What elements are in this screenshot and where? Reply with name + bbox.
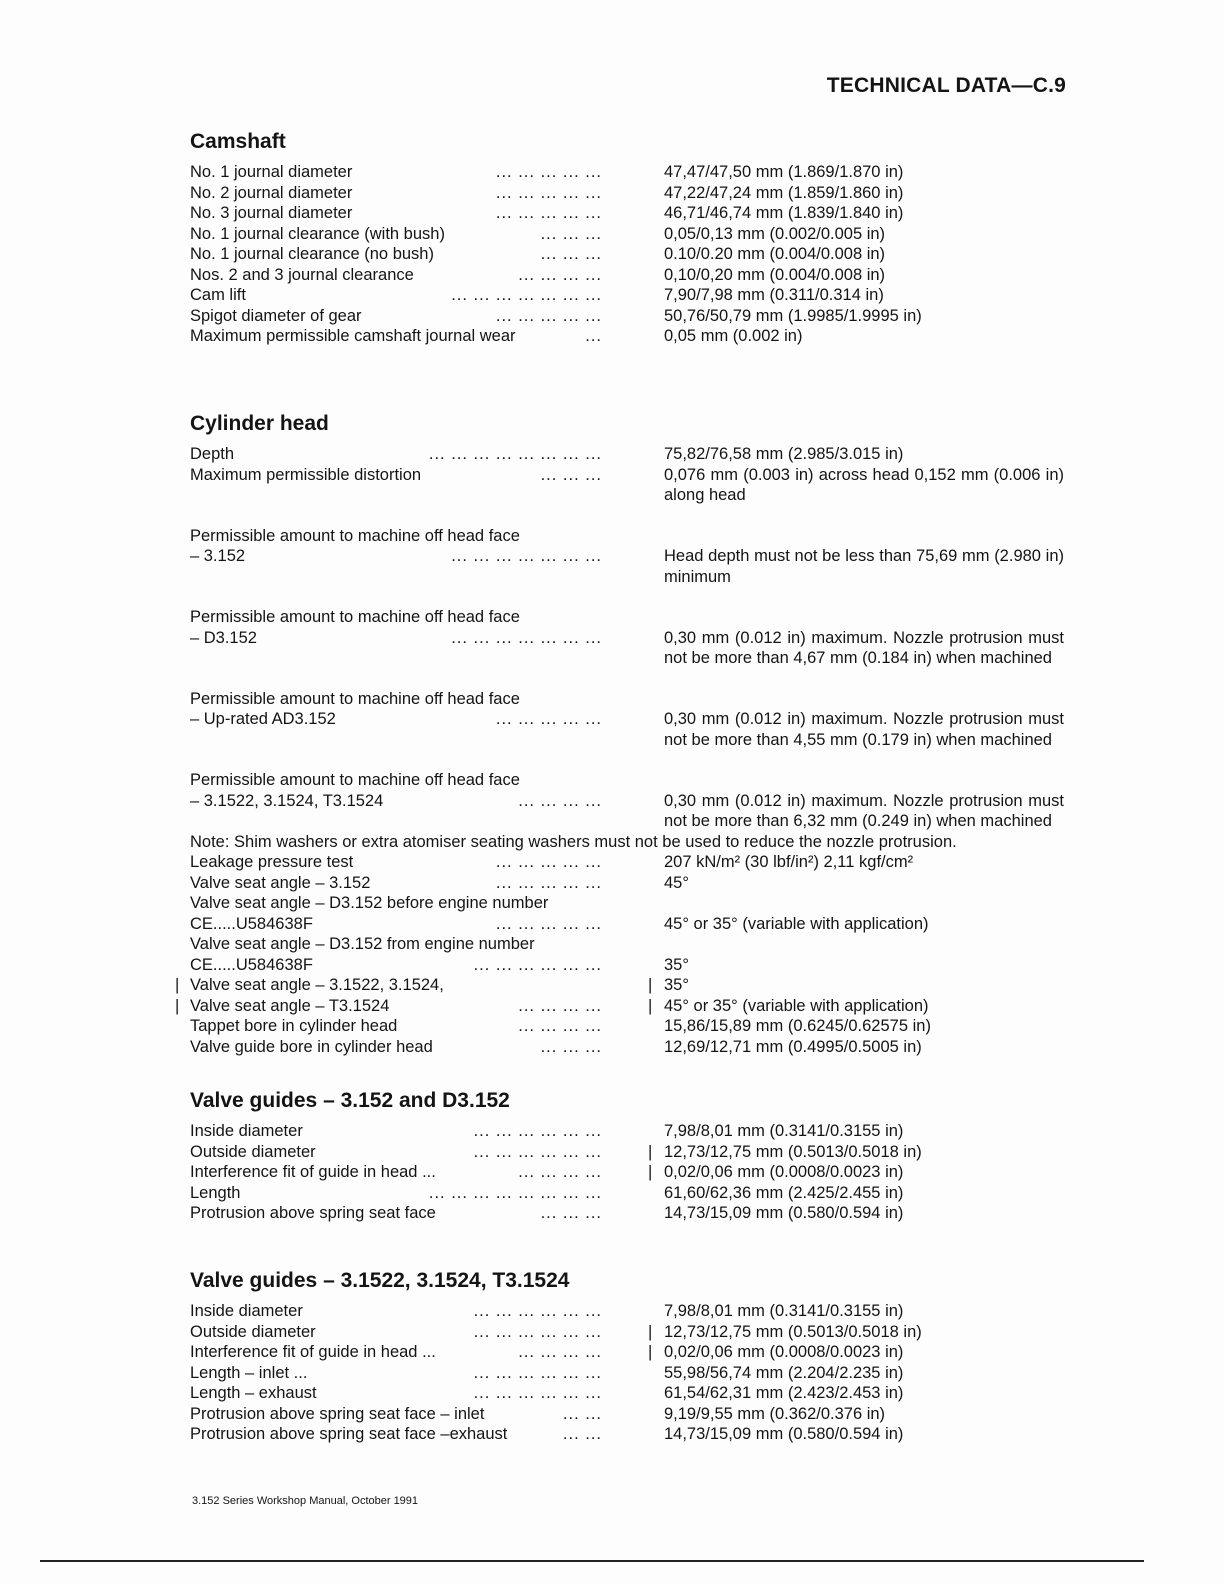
row-label: Valve seat angle – T3.1524: [190, 996, 390, 1015]
row-value: 0.10/0.20 mm (0.004/0.008 in): [664, 245, 886, 263]
table-row: [190, 162, 1070, 183]
note-text: Note: Shim washers or extra atomiser seating washers must not be used to reduce the nozzle protrusion.: [190, 832, 957, 851]
row-label: Outside diameter: [190, 1322, 316, 1341]
table-row: [190, 770, 1070, 791]
row-value: 35°: [664, 976, 689, 994]
row-label: – D3.152: [190, 628, 257, 647]
leader-dots: ... ... ... ... ...: [495, 163, 602, 181]
row-value: 45° or 35° (variable with application): [664, 914, 929, 933]
table-row: [190, 689, 1070, 710]
table-row: [190, 1162, 1070, 1183]
row-label: Maximum permissible distortion: [190, 465, 422, 484]
row-value: 0,10/0,20 mm (0.004/0.008 in): [664, 265, 886, 284]
change-bar: |: [175, 996, 180, 1015]
table-row: [190, 628, 1070, 669]
table-row: [190, 1142, 1070, 1163]
table-row: [190, 1383, 1070, 1404]
row-label: Cam lift: [190, 286, 246, 304]
table-row: [190, 326, 1070, 347]
row-value: 46,71/46,74 mm (1.839/1.840 in): [664, 204, 904, 222]
table-row: [190, 934, 1070, 955]
row-value: 45°: [664, 873, 689, 892]
row-label: Nos. 2 and 3 journal clearance: [190, 265, 414, 284]
leader-dots: ... ... ... ... ...: [495, 914, 602, 933]
row-value: 47,22/47,24 mm (1.859/1.860 in): [664, 183, 904, 202]
leader-dots: ... ... ... ... ... ...: [473, 955, 602, 974]
change-bar: |: [648, 996, 653, 1015]
leader-dots: ... ... ...: [540, 465, 602, 484]
section-title: Camshaft: [190, 130, 286, 153]
leader-dots: ... ... ... ... ... ... ... ...: [428, 1183, 602, 1202]
table-row: [190, 183, 1070, 204]
row-value: 14,73/15,09 mm (0.580/0.594 in): [664, 1204, 904, 1222]
table-row: [190, 244, 1070, 265]
leader-dots: ... ... ... ... ... ...: [473, 1122, 602, 1140]
row-label: – Up-rated AD3.152: [190, 710, 336, 728]
row-label: Maximum permissible camshaft journal wear: [190, 327, 516, 345]
row-value: 35°: [664, 955, 689, 974]
leader-dots: ... ... ... ...: [518, 791, 602, 810]
leader-dots: ... ... ... ... ... ...: [473, 1363, 602, 1382]
bottom-rule: [40, 1560, 1144, 1562]
row-label: Valve seat angle – 3.1522, 3.1524,: [190, 976, 444, 994]
leader-dots: ... ... ... ...: [518, 996, 602, 1015]
row-label: Protrusion above spring seat face –exhaust: [190, 1425, 508, 1443]
row-value: 0,30 mm (0.012 in) maximum. Nozzle protrusion must not be more than 6,32 mm (0.249 in) when machined: [664, 791, 1064, 830]
leader-dots: ... ... ... ...: [518, 1017, 602, 1035]
row-label: – 3.152: [190, 547, 246, 565]
leader-dots: ... ... ... ... ... ...: [473, 1142, 602, 1161]
table-row: [190, 1342, 1070, 1363]
leader-dots: ... ... ... ... ... ... ...: [451, 628, 602, 647]
table-row: [190, 1203, 1070, 1224]
table-row: [190, 465, 1070, 506]
leader-dots: ... ... ... ... ... ...: [473, 1384, 602, 1402]
row-value: 45° or 35° (variable with application): [664, 996, 929, 1015]
table-row: [190, 1121, 1070, 1142]
table-row: [190, 1016, 1070, 1037]
row-label: Tappet bore in cylinder head: [190, 1017, 398, 1035]
section-title: Valve guides – 3.152 and D3.152: [190, 1089, 510, 1112]
row-value: 0,05/0,13 mm (0.002/0.005 in): [664, 224, 886, 243]
row-label: Valve seat angle – D3.152 from engine number: [190, 935, 535, 953]
row-label: Permissible amount to machine off head face: [190, 526, 520, 545]
table-row: [175, 975, 1070, 996]
row-value: 61,60/62,36 mm (2.425/2.455 in): [664, 1183, 904, 1202]
table-row: [190, 265, 1070, 286]
row-label: Valve seat angle – D3.152 before engine number: [190, 894, 549, 912]
leader-dots: ... ... ... ... ... ... ...: [451, 286, 602, 304]
row-label: Protrusion above spring seat face – inlet: [190, 1404, 485, 1423]
row-value: 0,05 mm (0.002 in): [664, 327, 803, 345]
row-value: 9,19/9,55 mm (0.362/0.376 in): [664, 1404, 886, 1423]
row-label: CE.....U584638F: [190, 955, 313, 974]
row-value: Head depth must not be less than 75,69 mm (2.980 in) minimum: [664, 547, 1064, 586]
row-value: 7,90/7,98 mm (0.311/0.314 in): [664, 286, 884, 304]
table-row: [190, 607, 1070, 628]
row-label: No. 1 journal diameter: [190, 163, 353, 181]
row-label: Interference fit of guide in head ...: [190, 1343, 436, 1361]
row-label: Spigot diameter of gear: [190, 306, 362, 325]
row-value: 12,69/12,71 mm (0.4995/0.5005 in): [664, 1037, 922, 1056]
leader-dots: ... ... ... ... ...: [495, 873, 602, 892]
table-row: [190, 1301, 1070, 1322]
leader-dots: ... ... ... ... ...: [495, 853, 602, 871]
row-value: 207 kN/m² (30 lbf/in²) 2,11 kgf/cm²: [664, 853, 914, 871]
table-row: [190, 1322, 1070, 1343]
leader-dots: ... ...: [562, 1404, 602, 1423]
row-label: No. 1 journal clearance (with bush): [190, 224, 445, 243]
leader-dots: ... ... ... ... ... ...: [473, 1302, 602, 1320]
camshaft-section: [190, 130, 1070, 347]
section-title: Cylinder head: [190, 412, 329, 435]
leader-dots: ... ... ... ... ...: [495, 183, 602, 202]
change-bar: |: [648, 1163, 653, 1181]
leader-dots: ... ... ... ...: [518, 1163, 602, 1181]
row-label: Valve guide bore in cylinder head: [190, 1037, 433, 1056]
table-row: [190, 285, 1070, 306]
table-row: [190, 893, 1070, 914]
table-row: [190, 203, 1070, 224]
table-row: [190, 791, 1070, 832]
table-row: [190, 852, 1070, 873]
row-value: 0,02/0,06 mm (0.0008/0.0023 in): [664, 1343, 904, 1361]
row-value: 7,98/8,01 mm (0.3141/0.3155 in): [664, 1122, 904, 1140]
row-label: Permissible amount to machine off head face: [190, 771, 520, 789]
row-value: 61,54/62,31 mm (2.423/2.453 in): [664, 1384, 904, 1402]
camshaft-table: [190, 162, 1070, 347]
row-label: Length – exhaust: [190, 1384, 317, 1402]
leader-dots: ... ... ...: [540, 1204, 602, 1222]
change-bar: |: [648, 1322, 653, 1341]
row-value: 0,30 mm (0.012 in) maximum. Nozzle protrusion must not be more than 4,55 mm (0.179 in) when machined: [664, 710, 1064, 749]
leader-dots: ... ... ... ... ... ...: [473, 1322, 602, 1341]
table-row: [190, 1037, 1070, 1058]
leader-dots: ... ... ... ... ... ... ...: [451, 547, 602, 565]
row-value: 0,076 mm (0.003 in) across head 0,152 mm (0.006 in) along head: [664, 465, 1064, 504]
leader-dots: ... ... ... ... ... ... ... ...: [428, 445, 602, 463]
footer-text: 3.152 Series Workshop Manual, October 1991: [192, 1495, 419, 1507]
valve-guides-3152-section: [190, 1089, 1070, 1224]
leader-dots: ... ... ... ...: [518, 1343, 602, 1361]
row-value: 0,30 mm (0.012 in) maximum. Nozzle protrusion must not be more than 4,67 mm (0.184 in) when machined: [664, 628, 1064, 667]
valve-guides-table: [190, 1301, 1070, 1445]
change-bar: |: [648, 976, 653, 994]
leader-dots: ... ... ...: [540, 224, 602, 243]
valve-guides-table: [190, 1121, 1070, 1224]
row-label: CE.....U584638F: [190, 914, 313, 933]
leader-dots: ... ... ... ... ...: [495, 306, 602, 325]
change-bar: |: [648, 1343, 653, 1361]
leader-dots: ... ... ... ... ...: [495, 204, 602, 222]
leader-dots: ... ... ...: [540, 1037, 602, 1056]
row-label: Permissible amount to machine off head face: [190, 689, 520, 708]
row-label: Valve seat angle – 3.152: [190, 873, 371, 892]
row-label: Outside diameter: [190, 1142, 316, 1161]
table-row: [190, 873, 1070, 894]
row-label: Depth: [190, 445, 235, 463]
row-label: Permissible amount to machine off head face: [190, 608, 520, 626]
row-value: 50,76/50,79 mm (1.9985/1.9995 in): [664, 306, 922, 325]
row-value: 7,98/8,01 mm (0.3141/0.3155 in): [664, 1302, 904, 1320]
table-row: [190, 526, 1070, 547]
row-label: Length: [190, 1183, 241, 1202]
table-row: [190, 1424, 1070, 1445]
row-value: 14,73/15,09 mm (0.580/0.594 in): [664, 1425, 904, 1443]
row-label: – 3.1522, 3.1524, T3.1524: [190, 791, 384, 810]
leader-dots: ... ... ... ... ...: [495, 710, 602, 728]
row-label: Interference fit of guide in head ...: [190, 1163, 436, 1181]
cylinder-head-section: [175, 412, 1070, 1057]
change-bar: |: [175, 976, 180, 994]
table-row: [190, 1183, 1070, 1204]
row-value: 12,73/12,75 mm (0.5013/0.5018 in): [664, 1142, 922, 1161]
change-bar: |: [648, 1142, 653, 1161]
row-label: No. 3 journal diameter: [190, 204, 353, 222]
row-value: 75,82/76,58 mm (2.985/3.015 in): [664, 445, 904, 463]
row-label: No. 1 journal clearance (no bush): [190, 245, 434, 263]
row-value: 12,73/12,75 mm (0.5013/0.5018 in): [664, 1322, 922, 1341]
page-header: TECHNICAL DATA—C.9: [826, 74, 1066, 97]
table-row: [190, 1363, 1070, 1384]
table-row: [190, 306, 1070, 327]
row-label: Inside diameter: [190, 1122, 303, 1140]
table-row: [190, 1404, 1070, 1425]
leader-dots: ...: [585, 327, 602, 345]
leader-dots: ... ... ... ...: [518, 265, 602, 284]
row-label: Inside diameter: [190, 1302, 303, 1320]
table-row: [190, 444, 1070, 465]
row-value: 15,86/15,89 mm (0.6245/0.62575 in): [664, 1017, 931, 1035]
leader-dots: ... ... ...: [540, 245, 602, 263]
table-row: [190, 914, 1070, 935]
row-label: Leakage pressure test: [190, 853, 354, 871]
row-value: 47,47/47,50 mm (1.869/1.870 in): [664, 163, 904, 181]
row-value: 0,02/0,06 mm (0.0008/0.0023 in): [664, 1163, 904, 1181]
row-label: No. 2 journal diameter: [190, 183, 353, 202]
table-row: [190, 224, 1070, 245]
table-row: [190, 709, 1070, 750]
table-row: [190, 546, 1070, 587]
leader-dots: ... ...: [562, 1425, 602, 1443]
table-row: [175, 996, 1070, 1017]
table-row: [190, 955, 1070, 976]
row-value: 55,98/56,74 mm (2.204/2.235 in): [664, 1363, 904, 1382]
row-label: Protrusion above spring seat face: [190, 1204, 436, 1222]
row-label: Length – inlet ...: [190, 1363, 308, 1382]
valve-guides-31522-section: [190, 1269, 1070, 1445]
section-title: Valve guides – 3.1522, 3.1524, T3.1524: [190, 1269, 570, 1292]
